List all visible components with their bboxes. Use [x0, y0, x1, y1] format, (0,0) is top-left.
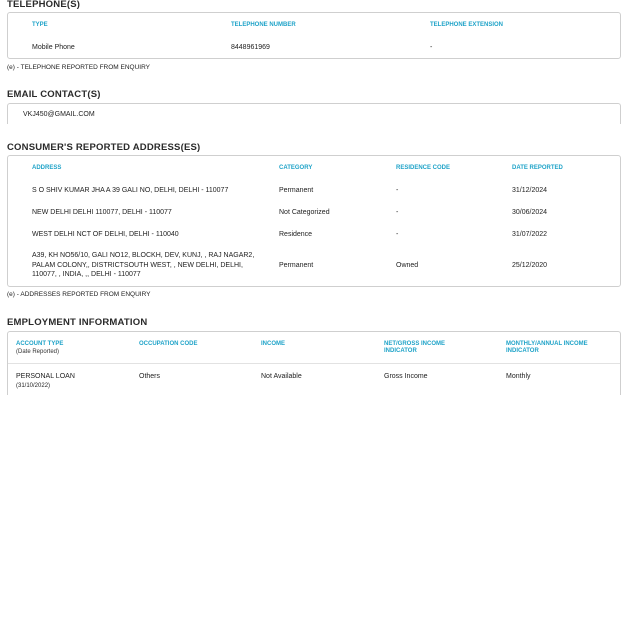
telephone-section-title: TELEPHONE(S) — [7, 0, 81, 10]
address-header-residence-code: RESIDENCE CODE — [396, 165, 451, 171]
address-row-2-residence: - — [396, 209, 399, 216]
employment-account-type-value: PERSONAL LOAN — [16, 373, 75, 380]
address-row-3-residence: - — [396, 231, 399, 238]
employment-header-occupation: OCCUPATION CODE — [139, 341, 198, 347]
address-row-2-category: Not Categorized — [279, 209, 330, 216]
address-note: (e) - ADDRESSES REPORTED FROM ENQUIRY — [7, 291, 151, 298]
address-row-1-residence: - — [396, 187, 399, 194]
employment-header-monthly-annual: MONTHLY/ANNUAL INCOME INDICATOR — [506, 341, 588, 354]
address-row-4-category: Permanent — [279, 262, 314, 269]
telephone-number: 8448961969 — [231, 44, 270, 51]
telephone-note: (e) - TELEPHONE REPORTED FROM ENQUIRY — [7, 64, 151, 71]
employment-date-reported-value: (31/10/2022) — [16, 382, 51, 389]
address-row-2-date: 30/06/2024 — [512, 209, 548, 216]
telephone-header-number: TELEPHONE NUMBER — [231, 22, 296, 28]
address-row-3-address: WEST DELHI NCT OF DELHI, DELHI - 110040 — [32, 231, 179, 238]
address-header-category: CATEGORY — [279, 165, 313, 171]
address-row-1-date: 31/12/2024 — [512, 187, 548, 194]
address-section-title: CONSUMER'S REPORTED ADDRESS(ES) — [7, 142, 201, 153]
telephone-header-extension: TELEPHONE EXTENSION — [430, 22, 504, 28]
telephone-header-type: TYPE — [32, 22, 48, 28]
address-row-1-address: S O SHIV KUMAR JHA A 39 GALI NO, DELHI, DELHI - 110077 — [32, 187, 229, 194]
email-box — [7, 103, 621, 124]
telephone-type: Mobile Phone — [32, 44, 75, 51]
employment-header-date-reported: (Date Reported) — [16, 349, 60, 355]
address-row-3-date: 31/07/2022 — [512, 231, 548, 238]
employment-header-divider — [8, 363, 620, 364]
employment-header-account-type-label: ACCOUNT TYPE — [16, 341, 64, 347]
address-row-3-category: Residence — [279, 231, 313, 238]
address-table — [7, 155, 621, 287]
address-header-address: ADDRESS — [32, 165, 62, 171]
address-row-4-residence: Owned — [396, 262, 419, 269]
address-row-2-address: NEW DELHI DELHI 110077, DELHI - 110077 — [32, 209, 172, 216]
telephone-extension: - — [430, 44, 433, 51]
employment-table — [7, 331, 621, 395]
telephone-table — [7, 12, 621, 59]
employment-section-title: EMPLOYMENT INFORMATION — [7, 317, 148, 328]
employment-net-gross-value: Gross Income — [384, 373, 428, 380]
email-value: VKJ450@GMAIL.COM — [23, 111, 95, 118]
employment-monthly-annual-value: Monthly — [506, 373, 531, 380]
address-header-date-reported: DATE REPORTED — [512, 165, 563, 171]
employment-header-account-type — [16, 341, 63, 356]
employment-header-net-gross: NET/GROSS INCOME INDICATOR — [384, 341, 446, 354]
address-row-4-date: 25/12/2020 — [512, 262, 548, 269]
employment-occupation-value: Others — [139, 373, 161, 380]
employment-header-income: INCOME — [261, 341, 285, 347]
address-row-1-category: Permanent — [279, 187, 314, 194]
address-row-4-address: A39, KH NO56/10, GALI NO12, BLOCKH, DEV, KUNJ, , RAJ NAGAR2, PALAM COLONY,, DISTRICTSOUTH WEST, , NEW DELHI, DELHI, 110077, , INDIA, ,, DELHI - 110077 — [32, 252, 255, 278]
employment-row-account-type — [16, 372, 75, 390]
email-section-title: EMAIL CONTACT(S) — [7, 89, 101, 100]
employment-income-value: Not Available — [261, 373, 302, 380]
